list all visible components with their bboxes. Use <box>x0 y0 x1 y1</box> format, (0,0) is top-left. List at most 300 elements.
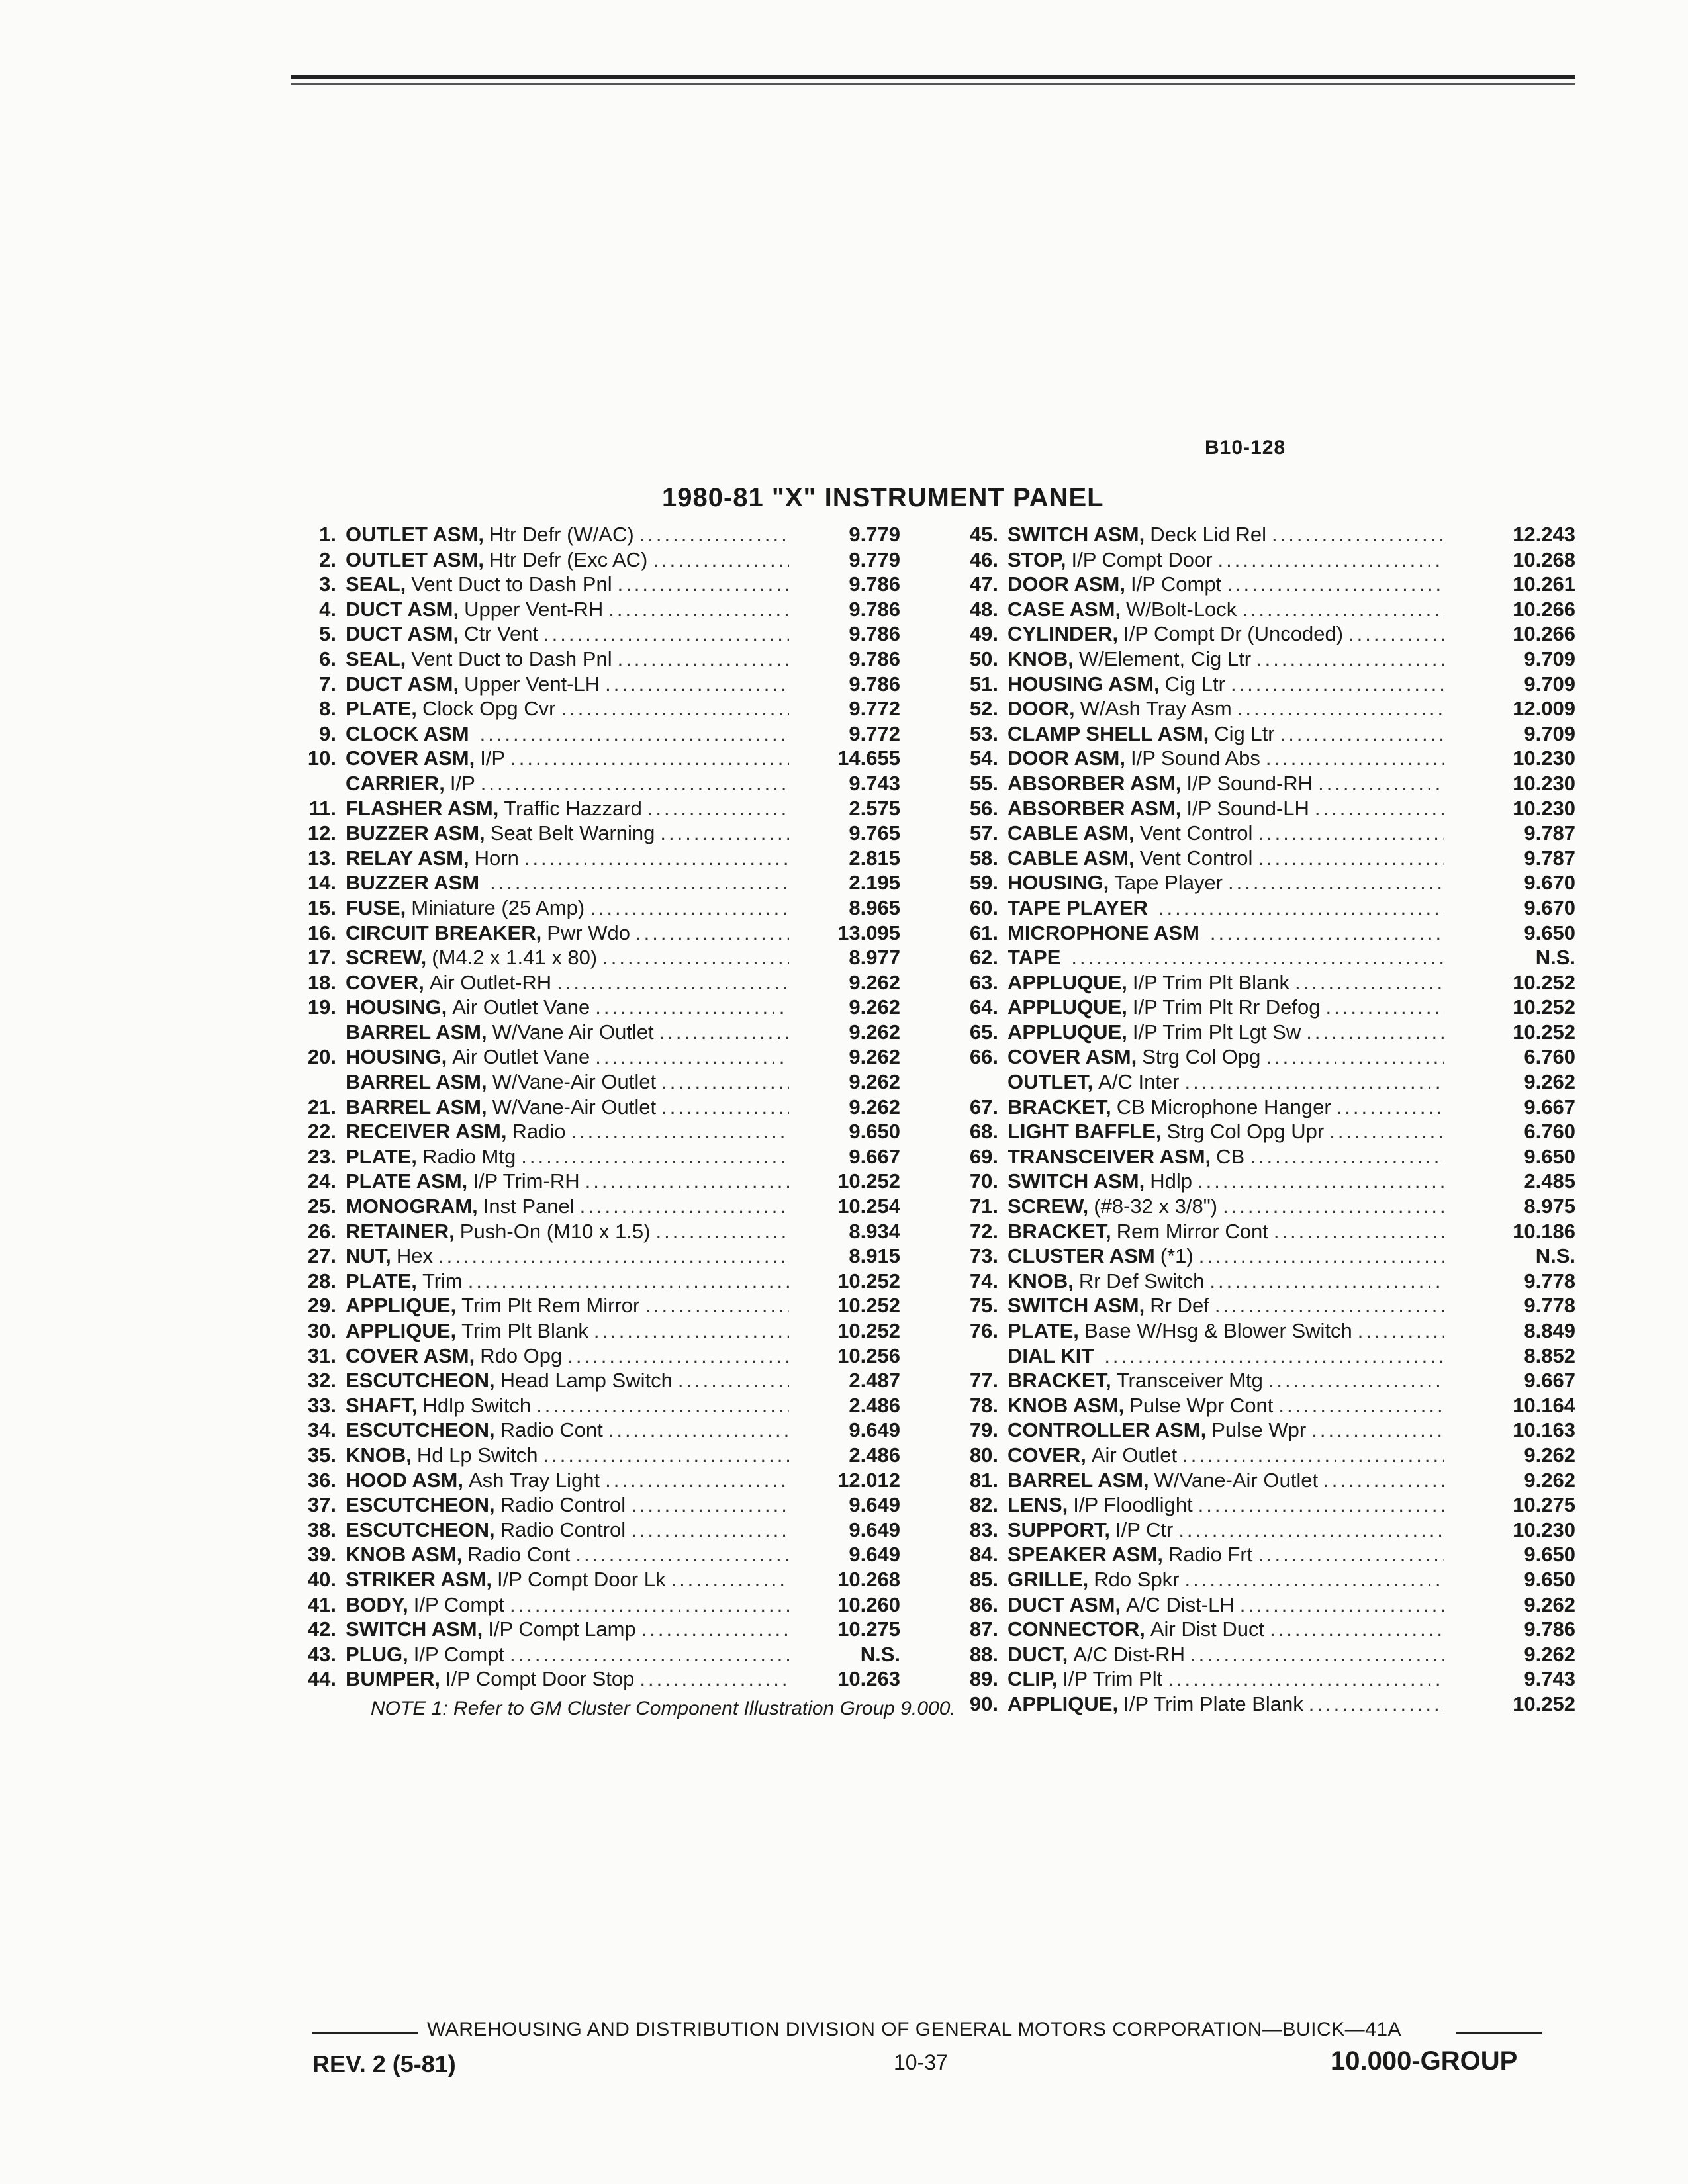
item-description <box>336 995 794 1019</box>
leader-dots <box>594 1319 789 1343</box>
page-title: 1980-81 "X" INSTRUMENT PANEL <box>662 483 1104 512</box>
item-description <box>998 946 1450 970</box>
group-number: 10.252 <box>837 1294 900 1318</box>
leader-dots <box>671 1568 789 1592</box>
leader-dots <box>468 1269 789 1293</box>
parts-row <box>953 821 1575 846</box>
item-number: 78. <box>969 1393 998 1417</box>
item-number: 80. <box>969 1443 998 1467</box>
part-spec: I/P <box>449 771 475 795</box>
parts-row <box>291 1244 900 1269</box>
item-number: 35. <box>307 1443 336 1467</box>
part-name: RELAY ASM, <box>346 846 469 870</box>
part-name: STOP, <box>1008 547 1066 571</box>
leader-dots <box>1242 598 1444 621</box>
part-name: BRACKET, <box>1008 1369 1111 1392</box>
part-name: CLUSTER ASM <box>1008 1244 1155 1268</box>
group-number: 9.772 <box>849 721 900 745</box>
parts-row <box>291 1568 900 1593</box>
item-description <box>998 1443 1450 1467</box>
group-number: 9.649 <box>849 1518 900 1541</box>
part-name: ESCUTCHEON, <box>346 1493 495 1517</box>
group-number: 13.095 <box>837 921 900 944</box>
item-number: 5. <box>319 622 336 646</box>
parts-row <box>953 1643 1575 1668</box>
parts-row <box>291 1021 900 1046</box>
leader-dots <box>1215 1294 1444 1318</box>
item-number: 58. <box>969 846 998 870</box>
part-spec: I/P Sound Abs <box>1130 747 1260 770</box>
item-description <box>998 1244 1450 1268</box>
part-spec: Head Lamp Switch <box>500 1369 673 1392</box>
leader-dots <box>561 697 789 721</box>
part-name: BUZZER ASM <box>346 871 480 895</box>
leader-dots <box>1315 797 1444 821</box>
group-number: 9.650 <box>1524 1567 1575 1591</box>
item-description <box>336 921 794 945</box>
leader-dots <box>1227 572 1444 596</box>
group-number: 9.262 <box>1524 1443 1575 1467</box>
part-name: PLATE, <box>346 1144 417 1168</box>
item-description <box>998 797 1450 821</box>
leader-dots <box>1104 1344 1444 1368</box>
item-description <box>336 1244 794 1268</box>
leader-dots <box>678 1369 789 1392</box>
group-number: 9.786 <box>849 622 900 646</box>
item-description <box>336 1095 794 1119</box>
item-description <box>998 747 1450 770</box>
parts-row <box>953 1543 1575 1568</box>
item-number: 65. <box>969 1020 998 1044</box>
item-number: 2. <box>319 547 336 571</box>
item-number: 83. <box>969 1518 998 1541</box>
group-number: 10.252 <box>1513 1020 1575 1044</box>
item-description <box>998 1145 1450 1169</box>
part-spec: I/P <box>480 747 506 770</box>
item-description <box>336 946 794 970</box>
item-description <box>998 722 1450 746</box>
parts-row <box>291 1593 900 1618</box>
part-spec: I/P Sound-RH <box>1186 771 1313 795</box>
group-number: 12.009 <box>1513 697 1575 721</box>
part-name: PLUG, <box>346 1642 408 1666</box>
parts-row <box>291 1045 900 1070</box>
item-number: 50. <box>969 647 998 670</box>
item-description <box>336 1667 794 1691</box>
leader-dots <box>1329 1120 1444 1144</box>
leader-dots <box>645 1294 789 1318</box>
item-description <box>998 1469 1450 1492</box>
item-number: 39. <box>307 1543 336 1567</box>
leader-dots <box>1336 1095 1444 1119</box>
part-spec: Hex <box>396 1244 434 1268</box>
part-name: APPLIQUE, <box>346 1319 457 1342</box>
group-number: 9.787 <box>1524 846 1575 870</box>
group-number: 9.709 <box>1524 721 1575 745</box>
item-number: 1. <box>319 523 336 546</box>
item-description <box>998 548 1450 572</box>
group-number: 8.915 <box>849 1244 900 1268</box>
item-description <box>998 871 1450 895</box>
item-number: 45. <box>969 523 998 546</box>
group-number: 9.649 <box>849 1493 900 1517</box>
leader-dots <box>585 1169 789 1193</box>
item-number: 19. <box>307 995 336 1019</box>
group-number: 10.256 <box>837 1343 900 1367</box>
group-number: 10.266 <box>1513 597 1575 621</box>
part-spec: Trim Plt Blank <box>461 1319 588 1342</box>
part-spec: A/C Dist-RH <box>1073 1642 1186 1666</box>
part-name: SEAL, <box>346 647 406 670</box>
parts-row <box>291 772 900 797</box>
parts-row <box>291 1120 900 1145</box>
part-spec: W/Vane-Air Outlet <box>492 1070 657 1094</box>
group-number: 2.485 <box>1524 1169 1575 1193</box>
part-name: CLOCK ASM <box>346 721 469 745</box>
parts-row <box>953 971 1575 996</box>
item-number: 42. <box>307 1617 336 1641</box>
part-spec: Rdo Spkr <box>1094 1567 1180 1591</box>
item-number: 36. <box>307 1468 336 1492</box>
leader-dots <box>1256 647 1444 671</box>
parts-row <box>953 1617 1575 1643</box>
part-name: COVER, <box>346 970 424 994</box>
group-number: 9.786 <box>1524 1617 1575 1641</box>
item-description <box>336 523 794 547</box>
leader-dots <box>1311 1418 1444 1442</box>
group-number: 10.275 <box>837 1617 900 1641</box>
footer-rule-left <box>312 2032 418 2034</box>
leader-dots <box>1295 971 1444 995</box>
item-number: 27. <box>307 1244 336 1268</box>
parts-row <box>953 1667 1575 1692</box>
part-spec: Radio Cont <box>500 1418 603 1442</box>
item-number: 40. <box>307 1567 336 1591</box>
parts-row <box>291 1394 900 1419</box>
part-name: OUTLET ASM, <box>346 523 484 546</box>
item-number: 49. <box>969 622 998 646</box>
leader-dots <box>575 1543 789 1567</box>
item-description <box>998 622 1450 646</box>
revision-label: REV. 2 (5-81) <box>312 2050 456 2077</box>
group-number: 2.487 <box>849 1369 900 1392</box>
leader-dots <box>1318 772 1444 796</box>
item-description <box>998 1543 1450 1567</box>
parts-row <box>953 1294 1575 1319</box>
part-spec: I/P Compt Lamp <box>488 1617 636 1641</box>
group-code: 10.000-GROUP <box>1331 2046 1518 2075</box>
part-spec: (*1) <box>1160 1244 1194 1268</box>
part-spec: Upper Vent-RH <box>464 597 604 621</box>
parts-row <box>291 572 900 598</box>
group-number: 9.778 <box>1524 1269 1575 1293</box>
part-name: BARREL ASM, <box>346 1095 487 1118</box>
item-number: 21. <box>307 1095 336 1118</box>
part-name: BUZZER ASM, <box>346 821 485 845</box>
leader-dots <box>605 672 789 696</box>
leader-dots <box>608 1418 789 1442</box>
part-name: PLATE ASM, <box>346 1169 468 1193</box>
group-number: 12.243 <box>1513 523 1575 546</box>
group-number: 9.709 <box>1524 672 1575 696</box>
part-name: PLATE, <box>1008 1319 1079 1342</box>
item-number: 52. <box>969 697 998 721</box>
part-name: TAPE <box>1008 946 1061 970</box>
part-spec: I/P Compt Dr (Uncoded) <box>1123 622 1344 646</box>
leader-dots <box>510 747 789 770</box>
leader-dots <box>602 946 789 970</box>
leader-dots <box>524 846 789 870</box>
item-number: 87. <box>969 1617 998 1641</box>
part-name: SWITCH ASM, <box>1008 1169 1145 1193</box>
group-number: 2.486 <box>849 1393 900 1417</box>
item-number: 37. <box>307 1493 336 1517</box>
item-number: 23. <box>307 1144 336 1168</box>
leader-dots <box>635 921 789 945</box>
leader-dots <box>1178 1518 1444 1542</box>
part-spec: I/P Trim Plt Blank <box>1132 970 1290 994</box>
part-spec: I/P Compt <box>413 1642 504 1666</box>
parts-row <box>291 1617 900 1643</box>
group-number: 2.575 <box>849 796 900 820</box>
parts-row <box>953 1169 1575 1195</box>
item-number: 24. <box>307 1169 336 1193</box>
parts-row <box>953 647 1575 672</box>
leader-dots <box>1185 1568 1444 1592</box>
item-number: 59. <box>969 871 998 895</box>
parts-row <box>291 1269 900 1295</box>
group-number: 6.760 <box>1524 1045 1575 1069</box>
part-spec: Trim Plt Rem Mirror <box>461 1294 640 1318</box>
parts-row <box>953 548 1575 573</box>
leader-dots <box>1185 1070 1445 1094</box>
part-spec: Rdo Opg <box>480 1343 563 1367</box>
part-name: LENS, <box>1008 1493 1068 1517</box>
part-name: SEAL, <box>346 572 406 596</box>
item-number: 63. <box>969 970 998 994</box>
parts-row <box>953 1418 1575 1443</box>
item-description <box>998 1070 1450 1094</box>
part-name: HOUSING ASM, <box>1008 672 1160 696</box>
group-number: 8.849 <box>1524 1319 1575 1342</box>
parts-row <box>291 1070 900 1095</box>
leader-dots <box>1258 1543 1444 1567</box>
part-name: KNOB, <box>1008 647 1074 670</box>
item-description <box>998 921 1450 945</box>
part-name: ESCUTCHEON, <box>346 1418 495 1442</box>
item-description <box>998 1095 1450 1119</box>
item-description <box>336 1369 794 1392</box>
part-name: BRACKET, <box>1008 1219 1111 1243</box>
part-name: DUCT ASM, <box>346 622 459 646</box>
part-spec: Air Outlet-RH <box>429 970 552 994</box>
part-name: HOUSING, <box>346 995 447 1019</box>
item-description <box>998 1394 1450 1418</box>
group-number: 8.852 <box>1524 1343 1575 1367</box>
leader-dots <box>481 772 789 796</box>
parts-row <box>953 1145 1575 1170</box>
group-number: 9.765 <box>849 821 900 845</box>
parts-row <box>953 1593 1575 1618</box>
leader-dots <box>1258 846 1444 870</box>
part-name: SPEAKER ASM, <box>1008 1543 1163 1567</box>
parts-row <box>953 1220 1575 1245</box>
part-name: PLATE, <box>346 697 417 721</box>
footnote: NOTE 1: Refer to GM Cluster Component Illustration Group 9.000. <box>371 1698 956 1719</box>
leader-dots <box>1182 1443 1444 1467</box>
group-number: 10.230 <box>1513 771 1575 795</box>
leader-dots <box>536 1394 789 1418</box>
leader-dots <box>1197 1169 1444 1193</box>
item-number: 74. <box>969 1269 998 1293</box>
part-spec: W/Element, Cig Ltr <box>1078 647 1252 670</box>
group-number: 10.252 <box>1513 995 1575 1019</box>
parts-row <box>291 1195 900 1220</box>
group-number: 10.164 <box>1513 1393 1575 1417</box>
group-number: 9.649 <box>849 1418 900 1442</box>
parts-row <box>291 722 900 747</box>
group-number: 9.650 <box>1524 1144 1575 1168</box>
group-number: 9.786 <box>849 647 900 670</box>
item-description <box>998 1120 1450 1144</box>
item-number: 33. <box>307 1393 336 1417</box>
item-number: 32. <box>307 1369 336 1392</box>
item-number: 29. <box>307 1294 336 1318</box>
part-name: APPLIQUE, <box>346 1294 457 1318</box>
part-spec: Htr Defr (W/AC) <box>489 523 634 546</box>
group-number: 10.266 <box>1513 622 1575 646</box>
part-spec: Pulse Wpr Cont <box>1129 1393 1274 1417</box>
part-spec: I/P Ctr <box>1115 1518 1174 1541</box>
part-spec: Strg Col Opg Upr <box>1166 1120 1325 1144</box>
part-name: CONNECTOR, <box>1008 1617 1145 1641</box>
item-description <box>998 896 1450 920</box>
part-name: ESCUTCHEON, <box>346 1369 495 1392</box>
item-number: 13. <box>307 846 336 870</box>
item-number: 38. <box>307 1518 336 1541</box>
part-spec: I/P Trim Plate Blank <box>1123 1692 1303 1715</box>
group-number: 9.262 <box>849 995 900 1019</box>
parts-row <box>953 598 1575 623</box>
group-number: 2.815 <box>849 846 900 870</box>
item-number: 69. <box>969 1144 998 1168</box>
part-spec: Pulse Wpr <box>1211 1418 1307 1442</box>
item-number: 79. <box>969 1418 998 1442</box>
item-description <box>336 1443 794 1467</box>
part-spec: Cig Ltr <box>1164 672 1225 696</box>
part-spec: I/P Compt Door Lk <box>497 1567 666 1591</box>
part-name: KNOB, <box>1008 1269 1074 1293</box>
parts-row <box>953 1692 1575 1717</box>
parts-row <box>291 896 900 921</box>
parts-row <box>953 921 1575 946</box>
group-number: 10.230 <box>1513 796 1575 820</box>
item-description <box>998 971 1450 995</box>
part-spec: Ash Tray Light <box>468 1468 600 1492</box>
group-number: 9.786 <box>849 672 900 696</box>
leader-dots <box>1274 1220 1444 1244</box>
group-number: N.S. <box>1535 946 1575 970</box>
leader-dots <box>1237 697 1444 721</box>
part-spec: Rr Def Switch <box>1078 1269 1205 1293</box>
item-description <box>336 647 794 671</box>
part-name: APPLUQUE, <box>1008 995 1127 1019</box>
part-spec: W/Bolt-Lock <box>1126 597 1237 621</box>
parts-row <box>291 1319 900 1344</box>
part-name: CLAMP SHELL ASM, <box>1008 721 1209 745</box>
part-spec: Transceiver Mtg <box>1116 1369 1263 1392</box>
item-description <box>336 672 794 696</box>
item-description <box>336 1593 794 1617</box>
part-name: CABLE ASM, <box>1008 846 1135 870</box>
part-spec: Push-On (M10 x 1.5) <box>459 1219 651 1243</box>
parts-row <box>953 1319 1575 1344</box>
part-spec: Horn <box>474 846 519 870</box>
group-number: N.S. <box>860 1642 900 1666</box>
part-spec: I/P Trim-RH <box>473 1169 580 1193</box>
leader-dots <box>639 1667 789 1691</box>
group-number: 9.787 <box>1524 821 1575 845</box>
parts-row <box>291 672 900 698</box>
item-description <box>998 1617 1450 1641</box>
item-description <box>998 1319 1450 1343</box>
leader-dots <box>571 1120 789 1144</box>
item-number: 20. <box>307 1045 336 1069</box>
item-number: 18. <box>307 970 336 994</box>
group-number: 9.650 <box>1524 1543 1575 1567</box>
parts-row <box>953 946 1575 971</box>
item-number: 44. <box>307 1667 336 1691</box>
part-spec: Air Outlet Vane <box>452 1045 590 1069</box>
item-description <box>336 572 794 596</box>
parts-row <box>291 1667 900 1692</box>
leader-dots <box>1240 1593 1444 1617</box>
item-description <box>998 1369 1450 1392</box>
parts-row <box>953 722 1575 747</box>
parts-row <box>291 523 900 548</box>
parts-row <box>953 1568 1575 1593</box>
part-name: SCREW, <box>346 946 427 970</box>
part-name: GRILLE, <box>1008 1567 1089 1591</box>
item-description <box>336 1220 794 1244</box>
part-spec: I/P Floodlight <box>1073 1493 1193 1517</box>
leader-dots <box>1198 1493 1444 1517</box>
parts-row <box>953 1269 1575 1295</box>
part-name: RECEIVER ASM, <box>346 1120 507 1144</box>
footer-division: WAREHOUSING AND DISTRIBUTION DIVISION OF GENERAL MOTORS CORPORATION—BUICK—41A <box>427 2019 1402 2040</box>
parts-row <box>953 747 1575 772</box>
item-number: 51. <box>969 672 998 696</box>
parts-row <box>291 797 900 822</box>
group-number: 9.262 <box>849 1020 900 1044</box>
part-spec: I/P Trim Plt Lgt Sw <box>1132 1020 1301 1044</box>
parts-row <box>291 1095 900 1120</box>
leader-dots <box>1326 995 1444 1019</box>
group-number: 8.975 <box>1524 1195 1575 1218</box>
part-spec: I/P Compt <box>1130 572 1222 596</box>
item-number: 31. <box>307 1343 336 1367</box>
item-description <box>998 846 1450 870</box>
part-name: CYLINDER, <box>1008 622 1119 646</box>
part-spec: I/P Compt Door <box>1071 547 1213 571</box>
part-name: SWITCH ASM, <box>1008 523 1145 546</box>
parts-list-left <box>291 523 900 1692</box>
item-description <box>336 846 794 870</box>
parts-row <box>291 598 900 623</box>
item-number: 67. <box>969 1095 998 1118</box>
part-name: CARRIER, <box>346 771 445 795</box>
part-spec: W/Vane-Air Outlet <box>492 1095 657 1118</box>
